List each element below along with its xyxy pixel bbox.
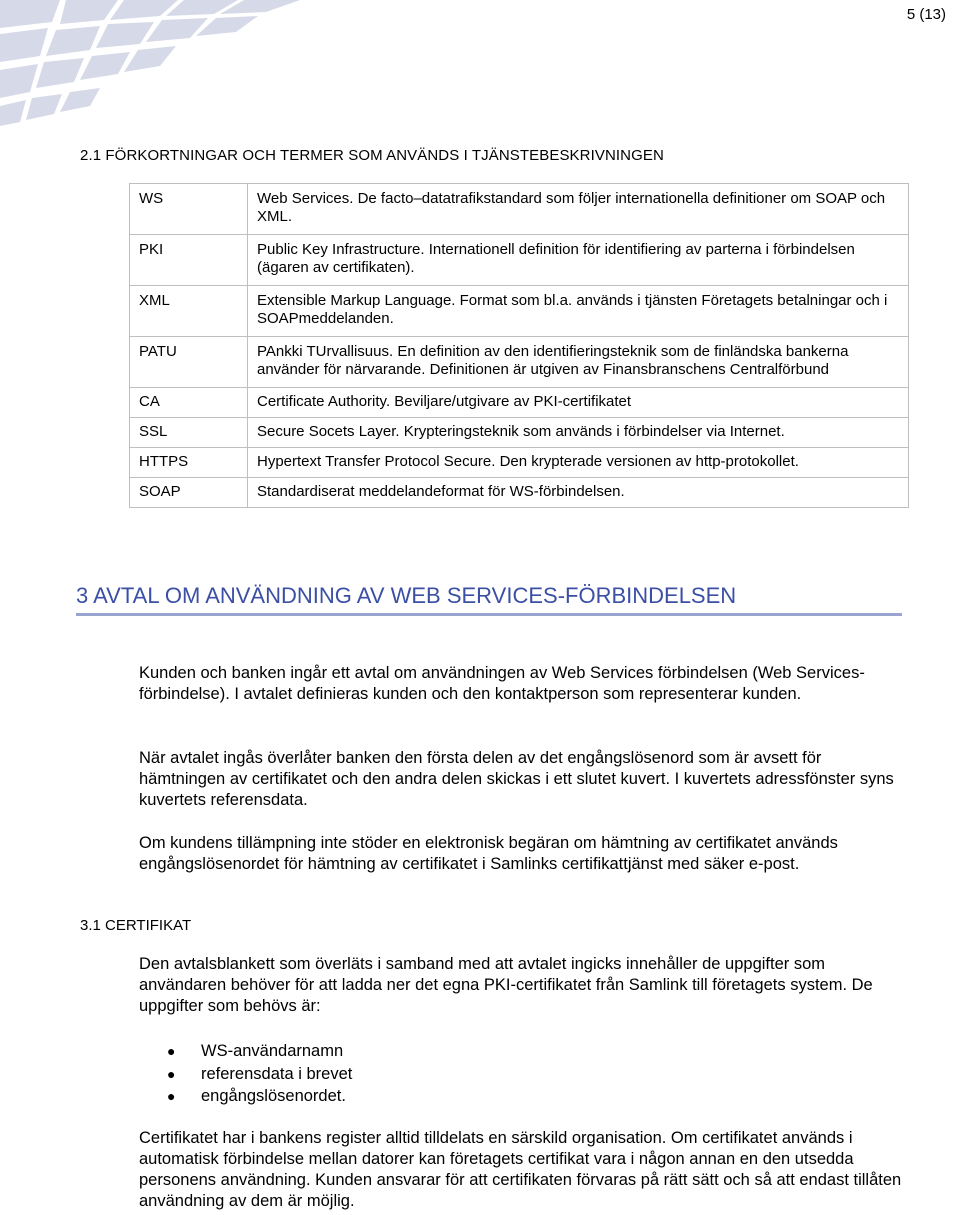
table-row (130, 478, 909, 508)
list-item: ● referensdata i brevet (139, 1063, 352, 1086)
paragraph: Om kundens tillämpning inte stöder en elektronisk begäran om hämtning av certifikatet används engångslösenordet för hämtning av certifikatet i Samlinks certifikattjänst med säker e-post. (139, 834, 838, 873)
paragraph-intro: Den avtalsblankett som överläts i samband med att avtalet ingicks innehåller de uppgifter som användaren behöver för att ladda ner det egna PKI-certifikatet från Samlink till företagets system. De uppgifter som behövs är: (139, 955, 873, 1015)
corner-hexagon-decoration (0, 0, 330, 130)
table-row (130, 337, 909, 388)
paragraph: När avtalet ingås överlåter banken den första delen av det engångslösenord som är avsett för hämtningen av certifikatet och den andra delen skickas i ett slutet kuvert. I kuvertets adressfönster syns kuvertets referensdata. (139, 749, 894, 809)
paragraph: Kunden och banken ingår ett avtal om användningen av Web Services förbindelsen (Web Services-förbindelse). I avtalet definieras kunden och den kontaktperson som representerar kunden. (139, 664, 865, 703)
term-definition: PAnkki TUrvallisuus. En definition av den identifieringsteknik som de finländska bankerna använder för närvarande. Definitionen är utgiven av Finansbranschens Centralförbund (248, 337, 909, 388)
term-definition: Public Key Infrastructure. Internationell definition för identifiering av parterna i förbindelsen (ägaren av certifikaten). (248, 235, 909, 286)
term-abbreviation: PATU (130, 337, 248, 388)
section-heading-agreement: 3 AVTAL OM ANVÄNDNING AV WEB SERVICES-FÖRBINDELSEN (76, 583, 902, 616)
section-heading-certificate: 3.1 CERTIFIKAT (80, 917, 192, 934)
term-abbreviation: SOAP (130, 478, 248, 508)
table-row (130, 388, 909, 418)
table-row (130, 286, 909, 337)
term-abbreviation: XML (130, 286, 248, 337)
term-abbreviation: SSL (130, 418, 248, 448)
term-definition: Hypertext Transfer Protocol Secure. Den krypterade versionen av http-protokollet. (248, 448, 909, 478)
term-definition: Secure Socets Layer. Krypteringsteknik som används i förbindelser via Internet. (248, 418, 909, 448)
table-row (130, 184, 909, 235)
term-definition: Extensible Markup Language. Format som bl.a. används i tjänsten Företagets betalningar och i SOAPmeddelanden. (248, 286, 909, 337)
bullet-icon: ● (167, 1065, 176, 1082)
paragraph-outro: Certifikatet har i bankens register alltid tilldelats en särskild organisation. Om certifikatet används i automatisk förbindelse mellan datorer kan företagets certifikat vara i någon annan en den utsedda personens användning. Kunden ansvarar för att certifikaten förvaras på rätt sätt och så att endast tillåten användning av dem är möjlig. (139, 1129, 902, 1210)
list-item: ● engångslösenordet. (139, 1085, 352, 1108)
required-info-list (139, 1040, 352, 1108)
section-heading-abbreviations: 2.1 FÖRKORTNINGAR OCH TERMER SOM ANVÄNDS I TJÄNSTEBESKRIVNINGEN (80, 147, 664, 164)
bullet-icon: ● (167, 1088, 176, 1104)
page-number: 5 (13) (906, 6, 946, 23)
terms-table (129, 183, 909, 508)
table-row (130, 235, 909, 286)
term-definition: Certificate Authority. Beviljare/utgivare av PKI-certifikatet (248, 388, 909, 418)
term-definition: Web Services. De facto–datatrafikstandard som följer internationella definitioner om SOAP och XML. (248, 184, 909, 235)
list-item: ● WS-användarnamn (139, 1040, 352, 1063)
term-abbreviation: CA (130, 388, 248, 418)
bullet-icon: ● (167, 1043, 176, 1059)
table-row (130, 448, 909, 478)
term-abbreviation: PKI (130, 235, 248, 286)
term-abbreviation: WS (130, 184, 248, 235)
term-definition: Standardiserat meddelandeformat för WS-förbindelsen. (248, 478, 909, 508)
table-row (130, 418, 909, 448)
term-abbreviation: HTTPS (130, 448, 248, 478)
